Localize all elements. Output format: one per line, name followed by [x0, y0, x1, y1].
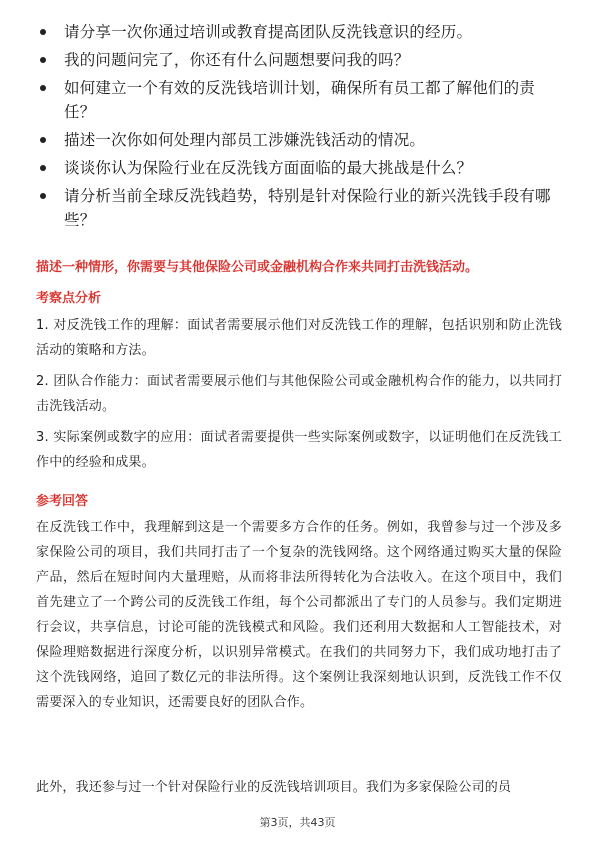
bullet-icon [40, 165, 46, 171]
bullet-icon [40, 57, 46, 63]
bullet-icon [40, 193, 46, 199]
list-item-text: 如何建立一个有效的反洗钱培训计划，确保所有员工都了解他们的责任？ [64, 79, 536, 121]
interview-question: 描述一种情形，你需要与其他保险公司或金融机构合作来共同打击洗钱活动。 [36, 260, 479, 275]
list-item-text: 我的问题问完了，你还有什么问题想要问我的吗？ [64, 51, 410, 69]
list-item [36, 76, 558, 124]
analysis-title: 考察点分析 [36, 291, 102, 306]
question-list [36, 20, 558, 236]
bullet-icon [40, 137, 46, 143]
analysis-point: 1. 对反洗钱工作的理解：面试者需要展示他们对反洗钱工作的理解，包括识别和防止洗钱活动的策略和方法。 [36, 318, 562, 358]
analysis-point: 2. 团队合作能力：面试者需要展示他们与其他保险公司或金融机构合作的能力，以共同打击洗钱活动。 [36, 374, 562, 414]
page-footer: 第3页，共43页 [259, 816, 336, 829]
answer-paragraph: 此外，我还参与过一个针对保险行业的反洗钱培训项目。我们为多家保险公司的员 [36, 780, 512, 795]
bullet-icon [40, 85, 46, 91]
list-item [36, 184, 558, 232]
list-item-text: 请分析当前全球反洗钱趋势，特别是针对保险行业的新兴洗钱手段有哪些？ [64, 187, 551, 229]
list-item-text: 描述一次你如何处理内部员工涉嫌洗钱活动的情况。 [64, 131, 426, 149]
list-item [36, 128, 558, 152]
list-item [36, 156, 558, 180]
bullet-icon [40, 29, 46, 35]
answer-title: 参考回答 [36, 494, 89, 509]
list-item [36, 20, 558, 44]
analysis-point: 3. 实际案例或数字的应用：面试者需要提供一些实际案例或数字，以证明他们在反洗钱工作中的经验和成果。 [36, 430, 562, 470]
answer-paragraph: 在反洗钱工作中，我理解到这是一个需要多方合作的任务。例如，我曾参与过一个涉及多家保险公司的项目，我们共同打击了一个复杂的洗钱网络。这个网络通过购买大量的保险产品，然后在短时间内大量理赔，从而将非法所得转化为合法收入。在这个项目中，我们首先建立了一个跨公司的反洗钱工作组，每个公司都派出了专门的人员参与。我们定期进行会议，共享信息，讨论可能的洗钱模式和风险。我们还利用大数据和人工智能技术，对保险理赔数据进行深度分析，以识别异常模式。在我们的共同努力下，我们成功地打击了这个洗钱网络，追回了数亿元的非法所得。这个案例让我深刻地认识到，反洗钱工作不仅需要深入的专业知识，还需要良好的团队合作。 [36, 520, 562, 710]
list-item-text: 谈谈你认为保险行业在反洗钱方面面临的最大挑战是什么？ [64, 159, 473, 177]
list-item-text: 请分享一次你通过培训或教育提高团队反洗钱意识的经历。 [64, 23, 473, 41]
list-item [36, 48, 558, 72]
